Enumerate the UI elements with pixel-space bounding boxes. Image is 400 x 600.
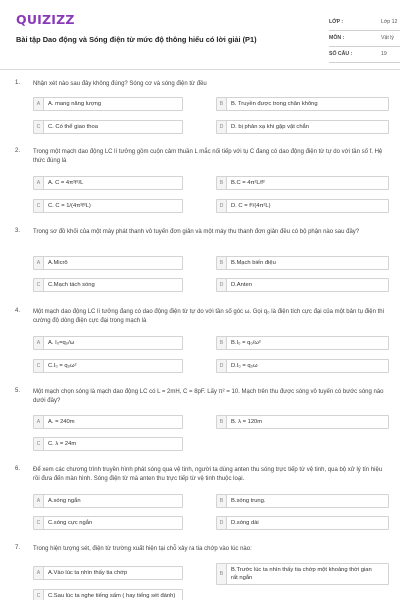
answer-option[interactable] — [216, 563, 389, 585]
answer-option[interactable] — [33, 566, 183, 580]
option-letter: B — [217, 177, 227, 189]
option-letter: C — [34, 121, 44, 133]
answer-option[interactable] — [33, 516, 183, 530]
option-text: B. Truyền được trong chân không — [231, 101, 318, 107]
question-number: 6. — [15, 466, 21, 472]
question-stem: Trong hiện tượng sét, điện từ trường xuất hiện tại chỗ xảy ra tia chớp vào lúc nào: — [33, 546, 252, 552]
question-stem: Trong một mạch dao động LC lí tưởng gồm cuộn cảm thuần L mắc nối tiếp với tụ C đang có dao động điện từ tự do với tần số f. Hệ thức đúng là — [33, 149, 383, 164]
option-letter: D — [217, 200, 227, 212]
option-letter: B — [217, 564, 227, 584]
answer-option[interactable] — [216, 256, 389, 270]
question-number: 1. — [15, 80, 21, 86]
answer-option[interactable] — [216, 415, 389, 429]
question-stem: Trong sơ đồ khối của một máy phát thanh vô tuyến đơn giản và một máy thu thanh đơn giản đều có bộ phận nào sau đây? — [33, 229, 360, 235]
option-text: C.Mạch tách sóng — [48, 282, 95, 288]
option-text: C.sóng cực ngắn — [48, 520, 93, 526]
option-letter: B — [217, 257, 227, 269]
option-text: D. bị phản xạ khi gặp vật chắn — [231, 124, 309, 130]
option-letter: A — [34, 416, 44, 428]
answer-option[interactable] — [216, 359, 389, 373]
meta-key: LỚP : — [329, 19, 344, 25]
answer-option[interactable] — [33, 120, 183, 134]
option-text: B.C = 4π²L/f² — [231, 180, 265, 186]
option-letter: C — [34, 200, 44, 212]
answer-option[interactable] — [216, 97, 389, 111]
option-letter: D — [217, 517, 227, 529]
answer-option[interactable] — [216, 199, 389, 213]
option-text: D.I₀ = q₀ω — [231, 363, 258, 369]
answer-option[interactable] — [33, 437, 183, 451]
answer-option[interactable] — [216, 516, 389, 530]
option-letter: D — [217, 279, 227, 291]
answer-option[interactable] — [33, 589, 183, 600]
option-letter: C — [34, 279, 44, 291]
option-text: B.sóng trung. — [231, 498, 266, 504]
option-text: D.Anten — [231, 282, 252, 288]
worksheet-meta — [329, 15, 400, 63]
answer-option[interactable] — [33, 176, 183, 190]
option-letter: D — [217, 121, 227, 133]
quizizz-logo: QUIZIZZ — [16, 12, 75, 27]
option-letter: C — [34, 438, 44, 450]
option-text: C.Sau lúc ta nghe tiếng sấm ( hay tiếng sét đánh) — [48, 593, 176, 599]
option-letter: A — [34, 177, 44, 189]
question-number: 5. — [15, 388, 21, 394]
question-stem: Một mạch dao động LC lí tưởng đang có dao động điện từ tự do với tần số góc ω. Gọi q₀ là điện tích cực đại của một bản tụ điện thì cường độ dòng điện cực đại trong mạch là — [33, 309, 385, 324]
worksheet-title: Bài tập Dao động và Sóng điện từ mức độ thông hiểu có lời giải (P1) — [16, 35, 257, 44]
question-number: 7. — [15, 545, 21, 551]
meta-value: Lớp 12 — [381, 19, 398, 25]
meta-key: SỐ CÂU : — [329, 51, 353, 57]
option-text: C. C = 1/(4π²f²L) — [48, 203, 91, 209]
meta-row-class — [329, 15, 400, 31]
option-text: B.I₀ = q₀/ω² — [231, 340, 261, 346]
answer-option[interactable] — [216, 494, 389, 508]
option-letter: B — [217, 495, 227, 507]
question-number: 3. — [15, 228, 21, 234]
option-letter: C — [34, 360, 44, 372]
question-stem: Nhận xét nào sau đây không đúng? Sóng cơ và sóng điện từ đều — [33, 81, 207, 87]
meta-value: 19 — [381, 51, 387, 57]
question-stem: Một mạch chọn sóng là mạch dao động LC có L = 2mH, C = 8pF. Lấy π² = 10. Mạch trên thu được sóng vô tuyến có bước sóng nào dưới đây? — [33, 389, 384, 404]
answer-option[interactable] — [33, 97, 183, 111]
meta-value: Vật lý — [381, 35, 394, 41]
question-number: 2. — [15, 148, 21, 154]
option-text: A. I₀=q₀/ω — [48, 340, 75, 346]
option-letter: A — [34, 567, 44, 579]
answer-option[interactable] — [33, 336, 183, 350]
option-text: A. C = 4π²f²/L — [48, 180, 84, 186]
option-letter: A — [34, 98, 44, 110]
answer-option[interactable] — [33, 256, 183, 270]
option-text: B.Trước lúc ta nhìn thấy tia chớp một khoảng thời gian rất ngắn — [231, 567, 372, 581]
option-letter: A — [34, 257, 44, 269]
option-text: C. Có thể giao thoa — [48, 124, 98, 130]
header-divider — [0, 69, 400, 70]
option-letter: A — [34, 495, 44, 507]
answer-option[interactable] — [33, 359, 183, 373]
option-text: D.sóng dài — [231, 520, 259, 526]
meta-row-count — [329, 47, 400, 63]
option-text: B.Mạch biến điệu — [231, 260, 276, 266]
option-letter: C — [34, 590, 44, 600]
option-text: B. λ = 120m — [231, 419, 263, 425]
worksheet-header — [16, 12, 398, 64]
option-letter: C — [34, 517, 44, 529]
option-letter: B — [217, 337, 227, 349]
meta-key: MÔN : — [329, 35, 345, 41]
answer-option[interactable] — [33, 278, 183, 292]
answer-option[interactable] — [216, 336, 389, 350]
option-letter: B — [217, 416, 227, 428]
option-text: D. C = f²/(4π²L) — [231, 203, 271, 209]
answer-option[interactable] — [33, 199, 183, 213]
answer-option[interactable] — [216, 120, 389, 134]
answer-option[interactable] — [216, 176, 389, 190]
question-stem: Để xem các chương trình truyền hình phát sóng qua vệ tinh, người ta dùng anten thu sóng trực tiếp từ vệ tinh, qua bộ xử lý tín hiệu rồi đưa đến màn hình. Sóng điện từ mà anten thu trực tiếp từ vệ tinh thuộc loại. — [33, 467, 383, 482]
option-text: C.I₀ = q₀ω² — [48, 363, 77, 369]
option-text: A. = 240m — [48, 419, 75, 425]
option-letter: D — [217, 360, 227, 372]
option-text: A.Vào lúc ta nhìn thấy tia chớp — [48, 570, 128, 576]
option-letter: B — [217, 98, 227, 110]
option-text: A.sóng ngắn — [48, 498, 81, 504]
answer-option[interactable] — [216, 278, 389, 292]
question-number: 4. — [15, 308, 21, 314]
answer-option[interactable] — [33, 494, 183, 508]
meta-row-subject — [329, 31, 400, 47]
option-text: A.Micrô — [48, 260, 68, 266]
option-text: A. mang năng lượng — [48, 101, 102, 107]
answer-option[interactable] — [33, 415, 183, 429]
option-letter: A — [34, 337, 44, 349]
option-text: C. λ = 24m — [48, 441, 77, 447]
